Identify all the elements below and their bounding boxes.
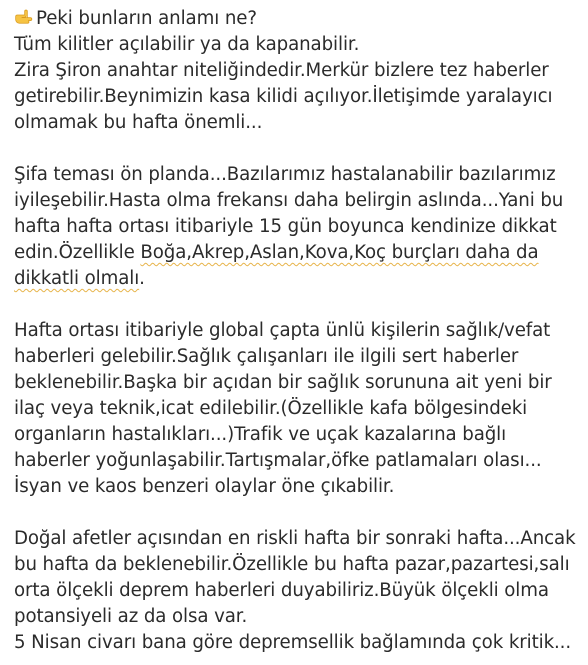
text-line: getirebilir.Beynimizin kasa kilidi açılıyor.İletişimde yaralayıcı — [14, 86, 553, 107]
text-line: potansiyeli az da olsa var. — [14, 606, 248, 627]
spellcheck-underlined-text[interactable]: dikkatli olmalı — [14, 268, 140, 289]
pointing-hand-icon — [14, 7, 34, 27]
paragraph-gap — [14, 136, 584, 162]
paragraph-gap — [14, 500, 584, 526]
text-line: İsyan ve kaos benzeri olaylar öne çıkabilir. — [14, 476, 395, 497]
text-line: Zira Şiron anahtar niteliğindedir.Merkür bizlere tez haberler — [14, 60, 549, 81]
text-line: 5 Nisan civarı bana göre depremsellik bağlamında çok kritik... — [14, 632, 572, 653]
message-text — [14, 6, 584, 656]
text-line: Tüm kilitler açılabilir ya da kapanabilir. — [14, 34, 360, 55]
text-segment: edin.Özellikle — [14, 242, 141, 263]
text-line: Hafta ortası itibariyle global çapta ünlü kişilerin sağlık/vefat — [14, 320, 551, 341]
text-line — [14, 240, 584, 266]
text-line: beklenebilir.Başka bir açıdan bir sağlık sorununa ait yeni bir — [14, 372, 552, 393]
text-line: ilaç veya teknik,icat edilebilir.(Özellikle kafa bölgesindeki — [14, 398, 528, 419]
text-line: olmamak bu hafta önemli... — [14, 112, 263, 133]
text-line: orta ölçekli deprem haberleri duyabiliriz.Büyük ölçekli olma — [14, 580, 549, 601]
text-line: iyileşebilir.Hasta olma frekansı daha belirgin aslında...Yani bu — [14, 190, 564, 211]
header-line — [14, 6, 584, 32]
text-segment: . — [139, 268, 145, 289]
paragraph-gap — [14, 292, 584, 318]
spellcheck-underlined-text[interactable]: Boğa,Akrep,Aslan,Kova,Koç burçları daha da — [140, 242, 539, 263]
text-line — [14, 266, 584, 292]
header-title: Peki bunların anlamı ne? — [36, 8, 257, 29]
text-line: organların hastalıkları...)Trafik ve uçak kazalarına bağlı — [14, 424, 507, 445]
text-line: haberler yoğunlaşabilir.Tartışmalar,öfke patlamaları olası... — [14, 450, 542, 471]
text-line: Doğal afetler açısından en riskli hafta bir sonraki hafta...Ancak — [14, 528, 576, 549]
text-line: haberleri gelebilir.Sağlık çalışanları ile ilgili sert haberler — [14, 346, 519, 367]
text-line: hafta hafta ortası itibariyle 15 gün boyunca kendinize dikkat — [14, 216, 557, 237]
text-line: bu hafta da beklenebilir.Özellikle bu hafta pazar,pazartesi,salı — [14, 554, 570, 575]
text-line: Şifa teması ön planda...Bazılarımız hastalanabilir bazılarımız — [14, 164, 556, 185]
